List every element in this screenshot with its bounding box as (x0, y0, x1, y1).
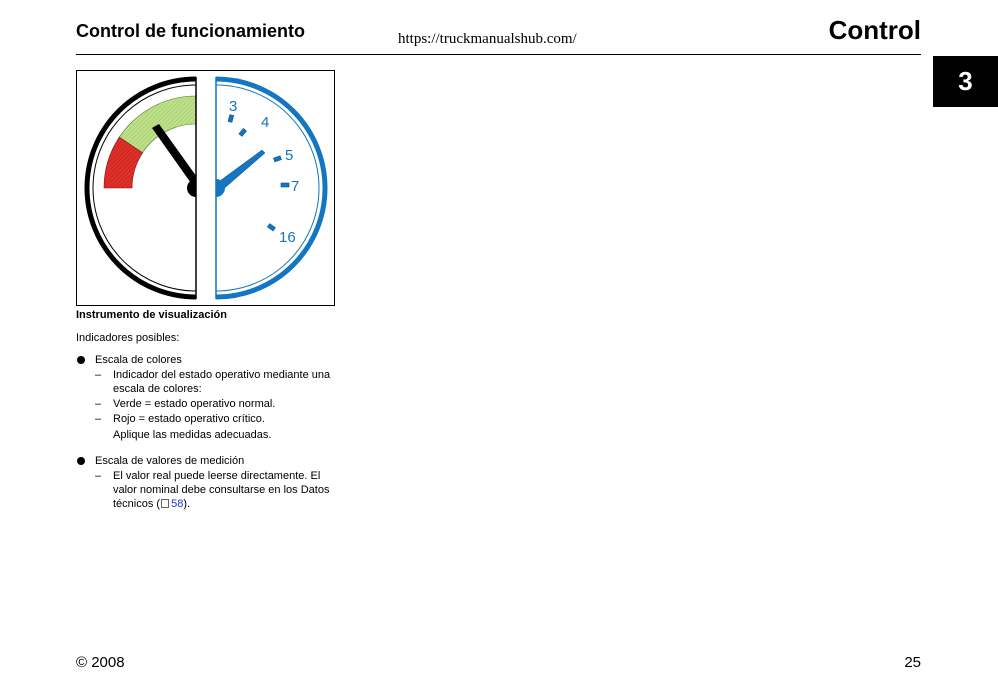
scale-label-7: 7 (291, 178, 300, 195)
bullet-title: Escala de valores de medición (95, 455, 245, 467)
bullet-dot (77, 457, 85, 465)
sub-item: – El valor real puede leerse directamente. El valor nominal debe consultarse en los Datos técnicos ( 58). (95, 470, 330, 510)
page-reference-link[interactable]: 58 (171, 498, 184, 510)
section-title: Control de funcionamiento (76, 21, 305, 41)
bullet-value-scale (76, 454, 338, 511)
gauge-illustration (77, 71, 334, 305)
sub-item-continuation: Aplique las medidas adecuadas. (113, 429, 272, 441)
black-needle (152, 124, 199, 186)
bullet-title: Escala de colores (95, 354, 182, 366)
header-divider (76, 54, 921, 55)
display-instrument-figure (76, 70, 335, 306)
sub-item: – Indicador del estado operativo mediante una escala de colores: (95, 369, 331, 395)
bullet-color-scale (76, 353, 338, 442)
green-zone (119, 96, 196, 153)
page-number: 25 (904, 654, 921, 671)
scale-label-4: 4 (261, 114, 270, 131)
chapter-title: Control (828, 15, 921, 45)
page-reference-icon (161, 499, 169, 508)
source-url[interactable]: https://truckmanualshub.com/ (398, 31, 577, 47)
figure-caption: Instrumento de visualización (76, 309, 227, 321)
chapter-tab: 3 (933, 56, 998, 107)
copyright: © 2008 (76, 654, 125, 671)
body-text (76, 331, 338, 518)
bullet-dot (77, 356, 85, 364)
scale-label-5: 5 (285, 147, 294, 164)
sub-item: – Verde = estado operativo normal. (95, 398, 276, 410)
sub-item: – Rojo = estado operativo crítico. (95, 413, 265, 425)
scale-label-3: 3 (229, 98, 238, 115)
scale-label-16: 16 (279, 229, 296, 246)
intro-text: Indicadores posibles: (76, 332, 180, 344)
